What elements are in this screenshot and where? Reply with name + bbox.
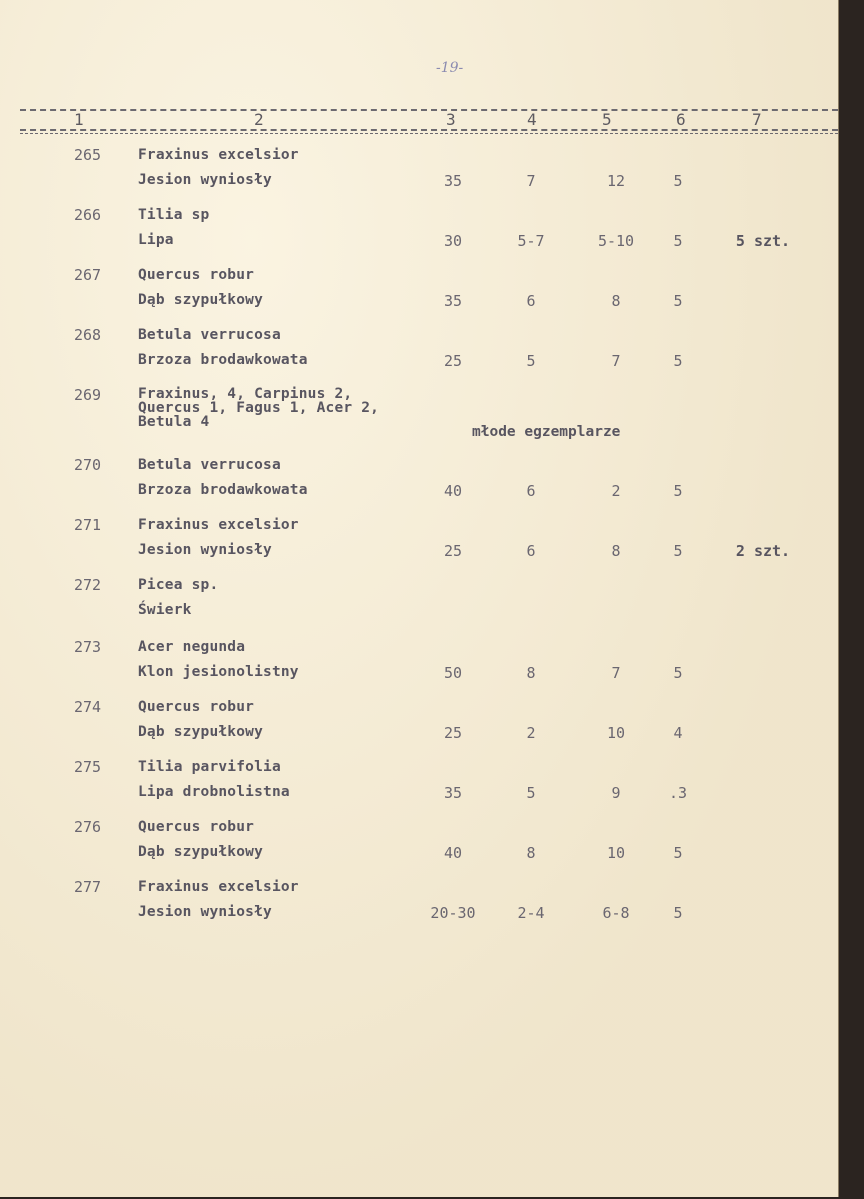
row-number: 267: [74, 266, 102, 284]
species-polish-name: Jesion wyniosły: [138, 904, 272, 920]
cell-c4: 2: [526, 724, 536, 742]
cell-c3: 25: [443, 352, 463, 370]
species-polish-name: Klon jesionolistny: [138, 664, 299, 680]
row-number: 265: [74, 146, 102, 164]
cell-c3: 20-30: [430, 904, 476, 922]
species-polish-name: Lipa: [138, 232, 174, 248]
species-polish-name: Jesion wyniosły: [138, 172, 272, 188]
cell-c6: 5: [673, 232, 683, 250]
row-number: 266: [74, 206, 102, 224]
species-polish-name: Jesion wyniosły: [138, 542, 272, 558]
cell-c3: 35: [443, 172, 463, 190]
species-latin-name: Betula verrucosa: [138, 327, 281, 343]
species-latin-name: Fraxinus excelsior: [138, 517, 299, 533]
cell-c4: 6: [526, 542, 536, 560]
species-latin-name: Quercus robur: [138, 267, 255, 283]
cell-c5: 8: [611, 292, 621, 310]
cell-c4: 8: [526, 664, 536, 682]
cell-c5: 10: [606, 844, 626, 862]
row-number: 276: [74, 818, 102, 836]
species-latin-name: Tilia sp: [138, 207, 210, 223]
cell-c5: 8: [611, 542, 621, 560]
cell-c3: 40: [443, 482, 463, 500]
page-number: -19-: [436, 60, 464, 76]
species-latin-name: Fraxinus excelsior: [138, 879, 299, 895]
cell-c5: 10: [606, 724, 626, 742]
species-polish-name: Dąb szypułkowy: [138, 292, 264, 308]
species-latin-name: Betula verrucosa: [138, 457, 281, 473]
cell-c4: 5-7: [517, 232, 545, 250]
cell-c6: 5: [673, 172, 683, 190]
species-polish-name: Dąb szypułkowy: [138, 844, 264, 860]
species-polish-name: Lipa drobnolistna: [138, 784, 290, 800]
cell-c3: 35: [443, 292, 463, 310]
row-number: 271: [74, 516, 102, 534]
column-header-2: 2: [254, 110, 264, 129]
species-polish-name: Świerk: [138, 602, 192, 618]
row-number: 273: [74, 638, 102, 656]
cell-c4: 2-4: [517, 904, 545, 922]
species-polish-name: Brzoza brodawkowata: [138, 352, 308, 368]
cell-c4: 8: [526, 844, 536, 862]
cell-c6: 5: [673, 904, 683, 922]
cell-c7: 2 szt.: [735, 542, 791, 560]
cell-c4: 7: [526, 172, 536, 190]
cell-c5: 2: [611, 482, 621, 500]
species-latin-name: Tilia parvifolia: [138, 759, 281, 775]
species-polish-name: Dąb szypułkowy: [138, 724, 264, 740]
cell-c5: 9: [611, 784, 621, 802]
row-number: 269: [74, 386, 102, 404]
cell-c3: 35: [443, 784, 463, 802]
column-header-3: 3: [446, 110, 456, 129]
column-header-4: 4: [527, 110, 537, 129]
cell-c5: 7: [611, 664, 621, 682]
species-polish-name: Brzoza brodawkowata: [138, 482, 308, 498]
cell-c4: 5: [526, 352, 536, 370]
row-number: 272: [74, 576, 102, 594]
cell-c5: 6-8: [602, 904, 630, 922]
cell-c6: .3: [668, 784, 688, 802]
cell-c5: 5-10: [597, 232, 635, 250]
species-latin-name: Acer negunda: [138, 639, 246, 655]
row-number: 268: [74, 326, 102, 344]
header-rule-bottom-double: [20, 133, 838, 134]
row-number: 274: [74, 698, 102, 716]
cell-c3: 25: [443, 542, 463, 560]
cell-c6: 5: [673, 844, 683, 862]
column-header-6: 6: [676, 110, 686, 129]
cell-c7: 5 szt.: [735, 232, 791, 250]
header-rule-bottom: [20, 129, 838, 131]
cell-c5: 12: [606, 172, 626, 190]
row-note: młode egzemplarze: [472, 424, 621, 440]
cell-c6: 5: [673, 292, 683, 310]
species-latin-name: Picea sp.: [138, 577, 219, 593]
cell-c6: 4: [673, 724, 683, 742]
row-number: 275: [74, 758, 102, 776]
cell-c3: 50: [443, 664, 463, 682]
row-number: 270: [74, 456, 102, 474]
cell-c5: 7: [611, 352, 621, 370]
cell-c4: 6: [526, 292, 536, 310]
species-latin-name: Fraxinus excelsior: [138, 147, 299, 163]
cell-c6: 5: [673, 542, 683, 560]
cell-c4: 5: [526, 784, 536, 802]
cell-c6: 5: [673, 352, 683, 370]
cell-c6: 5: [673, 482, 683, 500]
cell-c4: 6: [526, 482, 536, 500]
column-header-7: 7: [752, 110, 762, 129]
row-number: 277: [74, 878, 102, 896]
cell-c3: 30: [443, 232, 463, 250]
species-latin-name: Quercus robur: [138, 819, 255, 835]
cell-c6: 5: [673, 664, 683, 682]
cell-c3: 40: [443, 844, 463, 862]
cell-c3: 25: [443, 724, 463, 742]
column-header-1: 1: [74, 110, 84, 129]
species-latin-name: Quercus robur: [138, 699, 255, 715]
species-latin-name: Fraxinus, 4, Carpinus 2, Quercus 1, Fagus 1, Acer 2, Betula 4: [138, 386, 380, 430]
column-header-5: 5: [602, 110, 612, 129]
